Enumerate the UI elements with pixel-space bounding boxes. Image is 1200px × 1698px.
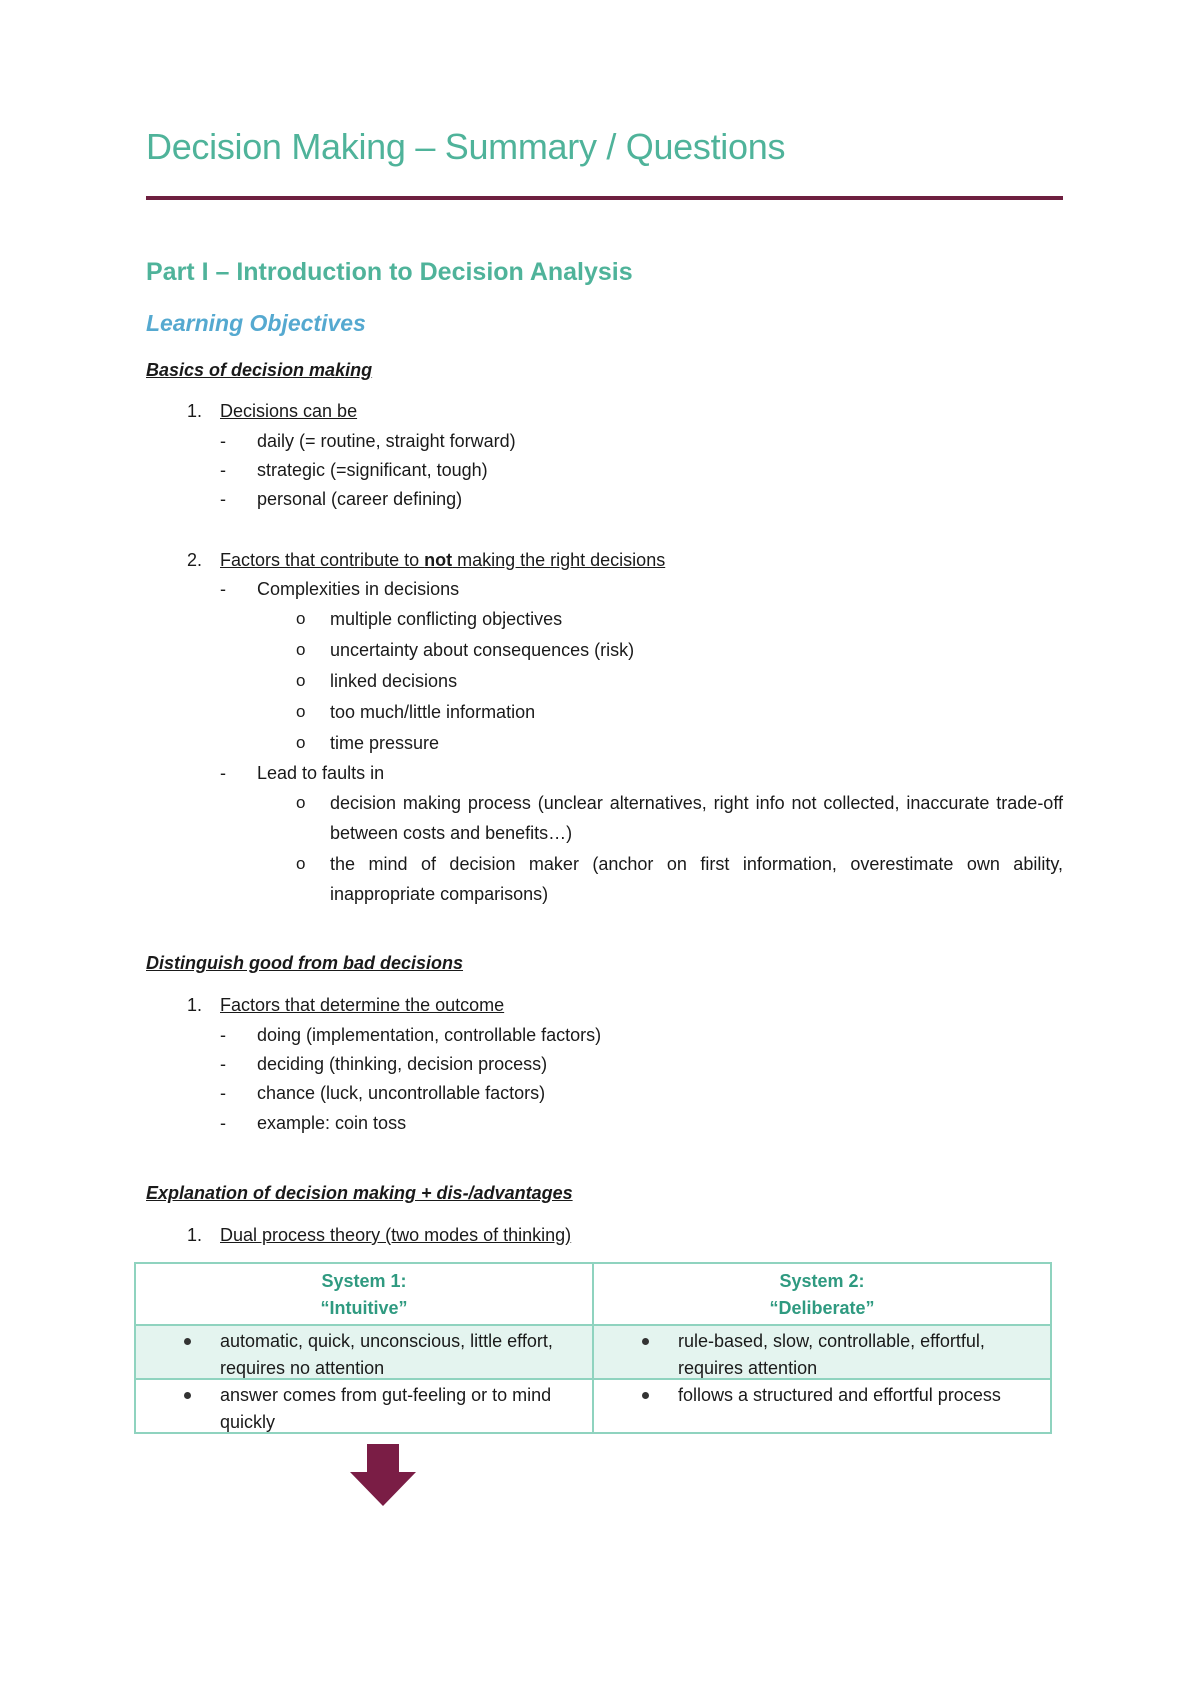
bullet-icon	[642, 1392, 649, 1399]
dash-bullet: -	[220, 1054, 226, 1074]
circle-bullet: o	[296, 640, 306, 659]
system1-label: System 1:	[321, 1271, 407, 1291]
list-item: multiple conflicting objectives	[330, 609, 563, 629]
learning-objectives-heading: Learning Objectives	[146, 310, 366, 336]
system2-name: “Deliberate”	[769, 1298, 875, 1318]
list-item: chance (luck, uncontrollable factors)	[257, 1083, 546, 1103]
dash-bullet: -	[220, 1083, 226, 1103]
section-heading-explanation: Explanation of decision making + dis-/advantages	[146, 1183, 573, 1203]
list-item: Lead to faults in	[257, 763, 385, 783]
list-item: strategic (=significant, tough)	[257, 460, 488, 480]
system2-label: System 2:	[779, 1271, 865, 1291]
bullet-icon	[642, 1338, 649, 1345]
part-heading: Part I – Introduction to Decision Analysis	[146, 258, 633, 286]
list-item: personal (career defining)	[257, 489, 463, 509]
circle-bullet: o	[296, 671, 306, 690]
list-item-label: Decisions can be	[220, 401, 358, 421]
bullet-icon	[184, 1338, 191, 1345]
list-item: daily (= routine, straight forward)	[257, 431, 516, 451]
list-number: 1.	[187, 995, 203, 1015]
table-cell	[593, 1379, 1051, 1433]
bullet-icon	[184, 1392, 191, 1399]
table-row	[135, 1325, 1051, 1379]
cell-text: rule-based, slow, controllable, effortful, requires attention	[678, 1331, 985, 1378]
list-item: deciding (thinking, decision process)	[257, 1054, 548, 1074]
dash-bullet: -	[220, 1113, 226, 1133]
dash-bullet: -	[220, 1025, 226, 1045]
cell-text: follows a structured and effortful process	[678, 1385, 1001, 1405]
circle-bullet: o	[296, 793, 306, 812]
list-number: 1.	[187, 1225, 203, 1245]
list-item-label: Factors that determine the outcome	[220, 995, 505, 1015]
cell-text: automatic, quick, unconscious, little effort, requires no attention	[220, 1331, 553, 1378]
cell-text: answer comes from gut-feeling or to mind quickly	[220, 1385, 552, 1432]
circle-bullet: o	[296, 702, 306, 721]
section-heading-basics: Basics of decision making	[146, 360, 373, 380]
dual-process-table	[134, 1262, 1052, 1434]
dash-bullet: -	[220, 431, 226, 451]
down-arrow-icon	[350, 1444, 416, 1506]
system1-name: “Intuitive”	[320, 1298, 408, 1318]
list-item: uncertainty about consequences (risk)	[330, 640, 635, 660]
table-cell	[593, 1325, 1051, 1379]
table-header-row	[135, 1263, 1051, 1325]
list-item: Complexities in decisions	[257, 579, 460, 599]
table-cell	[135, 1325, 593, 1379]
list-item: doing (implementation, controllable factors)	[257, 1025, 602, 1045]
section-heading-distinguish: Distinguish good from bad decisions	[146, 953, 464, 973]
list-item: decision making process (unclear alternatives, right info not collected, inaccurate trade-off between costs and benefits…)	[330, 793, 1063, 843]
list-item-label: Dual process theory (two modes of thinking)	[220, 1225, 572, 1245]
list-number: 1.	[187, 401, 203, 421]
list-item: example: coin toss	[257, 1113, 407, 1133]
dash-bullet: -	[220, 579, 226, 599]
list-item: too much/little information	[330, 702, 536, 722]
dash-bullet: -	[220, 763, 226, 783]
title-divider	[146, 196, 1063, 200]
dash-bullet: -	[220, 460, 226, 480]
dash-bullet: -	[220, 489, 226, 509]
list-item: the mind of decision maker (anchor on first information, overestimate own ability, inappropriate comparisons)	[330, 854, 1063, 904]
list-item-label: Factors that contribute to not making the right decisions	[220, 550, 666, 570]
list-item: linked decisions	[330, 671, 458, 691]
circle-bullet: o	[296, 854, 306, 873]
list-number: 2.	[187, 550, 203, 570]
table-row	[135, 1379, 1051, 1433]
table-cell	[135, 1379, 593, 1433]
table-header-system2	[593, 1263, 1051, 1325]
list-item: time pressure	[330, 733, 440, 753]
circle-bullet: o	[296, 609, 306, 628]
circle-bullet: o	[296, 733, 306, 752]
document-title: Decision Making – Summary / Questions	[146, 126, 786, 167]
table-header-system1	[135, 1263, 593, 1325]
